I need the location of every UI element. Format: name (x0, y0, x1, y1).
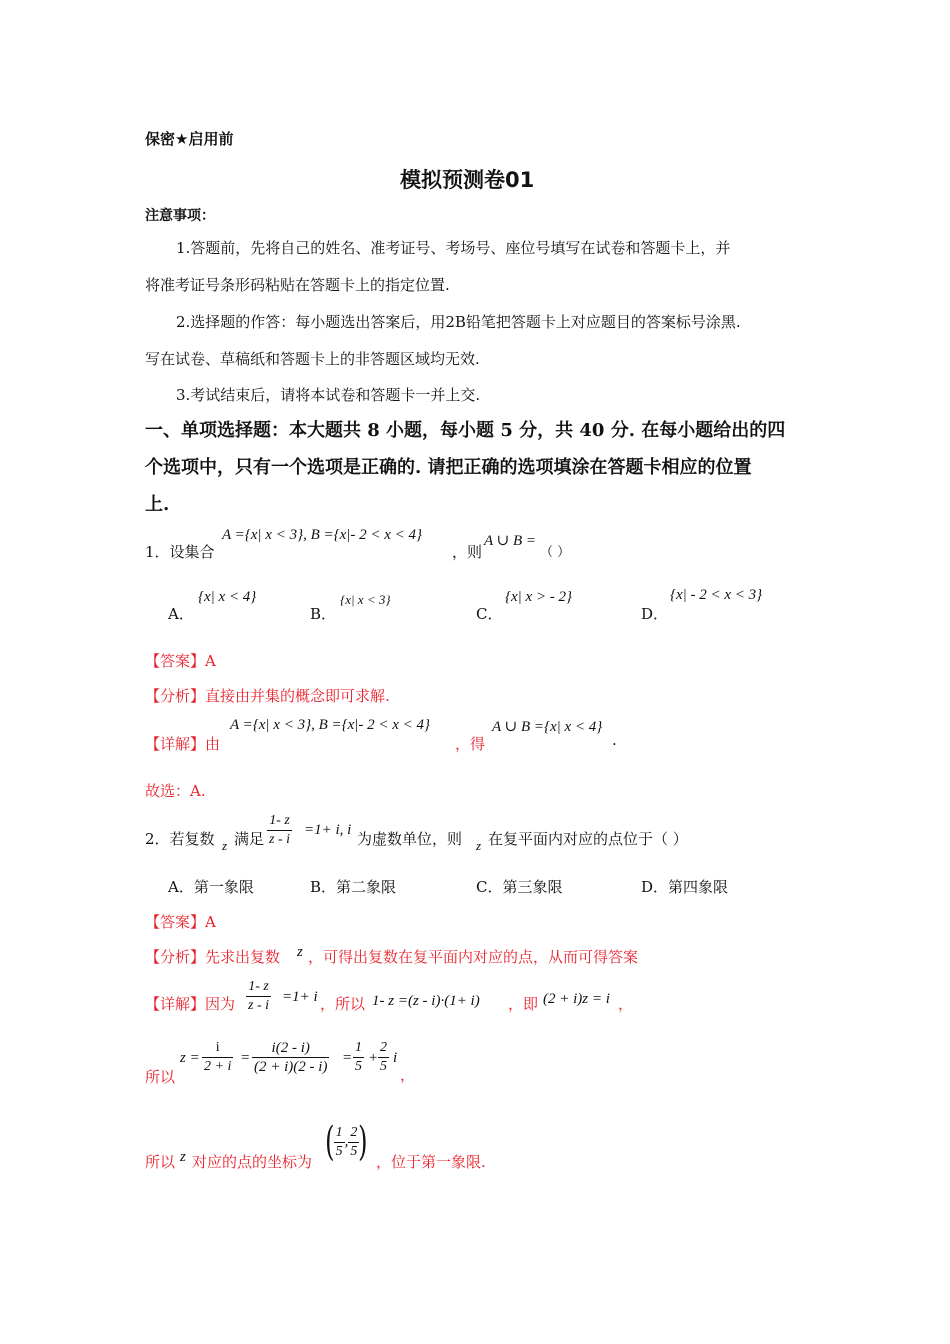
q2-f2-num: i(2 - i) (252, 1039, 329, 1058)
q1-option-d: {x| - 2 < x < 3} (670, 587, 763, 603)
note-1-line-1: 1.答题前，先将自己的姓名、准考证号、考场号、座位号填写在试卷和答题卡上，并 (176, 239, 731, 257)
q2-frac-num: 1- z (267, 812, 292, 831)
q1-detail-sets: A ={x| x < 3}, B ={x|- 2 < x < 4} (230, 717, 431, 733)
q2-f3-num: 1 (353, 1039, 364, 1058)
q2-f4-num: 2 (378, 1039, 389, 1058)
q2-detail-so: ，所以 (320, 995, 366, 1013)
q2-rhs: =1+ i, i (304, 822, 352, 838)
q2-tail: 为虚数单位，则 (357, 830, 463, 848)
q2-var-z-2: z (476, 838, 482, 853)
q1-option-a-label: A． (168, 605, 194, 623)
note-2-line-1: 2.选择题的作答：每小题选出答案后，用2B铅笔把答题卡上对应题目的答案标号涂黑. (176, 313, 741, 331)
q1-analysis: 【分析】直接由并集的概念即可求解. (145, 687, 390, 705)
q1-option-d-label: D． (641, 605, 669, 623)
q1-option-b: {x| x < 3} (340, 592, 391, 607)
q2-detail-frac-num: 1- z (246, 978, 271, 997)
q2-detail-label: 【详解】因为 (145, 995, 236, 1013)
section-heading-line-3: 上. (145, 494, 170, 515)
q1-option-a: {x| x < 4} (198, 589, 257, 605)
q1-union-expr: A ∪ B = (484, 533, 536, 549)
q2-detail-comma: ， (618, 995, 634, 1013)
q2-frac-1 (202, 1039, 233, 1076)
q2-f2-den: (2 + i)(2 - i) (254, 1059, 328, 1075)
q2-frac-3 (353, 1039, 364, 1076)
q2-z-eq: z = (180, 1050, 200, 1066)
q1-answer: 【答案】A (145, 652, 216, 670)
q2-plus: + (368, 1050, 379, 1066)
section-heading-line-2: 个选项中，只有一个选项是正确的. 请把正确的选项填涂在答题卡相应的位置 (145, 457, 752, 478)
page-title: 模拟预测卷01 (400, 168, 535, 192)
note-2-line-2: 写在试卷、草稿纸和答题卡上的非答题区域均无效. (145, 350, 480, 368)
q2-point-x-num: 1 (334, 1124, 345, 1143)
q2-option-d: D．第四象限 (641, 878, 729, 896)
q2-f3-den: 5 (355, 1059, 362, 1074)
q1-detail-then: ，得 (455, 735, 486, 753)
q2-fraction (267, 812, 292, 849)
q2-eq-1: = (240, 1050, 251, 1066)
q2-so-1: 所以 (145, 1068, 176, 1086)
q1-conclusion: 故选：A. (145, 782, 206, 800)
note-1-line-2: 将准考证号条形码粘贴在答题卡上的指定位置. (145, 276, 450, 294)
q2-comma-2: ， (400, 1066, 416, 1084)
q2-frac-den: z - i (269, 832, 290, 847)
q1-answer-paren: （ ） (540, 545, 571, 560)
q2-detail-eq2: (2 + i)z = i (543, 991, 610, 1007)
q2-final: ，位于第一象限. (376, 1153, 486, 1171)
q2-tail-2: 在复平面内对应的点位于（ ） (488, 830, 688, 848)
q2-prefix: 2．若复数 (145, 830, 215, 848)
q2-answer: 【答案】A (145, 913, 216, 931)
q2-eq-2: = (342, 1050, 353, 1066)
q2-analysis-b: ，可得出复数在复平面内对应的点，从而可得答案 (308, 948, 639, 966)
q2-frac-4 (378, 1039, 389, 1076)
q2-point-paren-open: ( (325, 1119, 335, 1165)
q2-point-coords: ( $\frac{1}{5}$ , $\frac{2}{5}$ ) (325, 1119, 368, 1165)
q2-detail-frac-den: z - i (248, 998, 269, 1013)
q1-detail-result: A ∪ B ={x| x < 4} (492, 719, 603, 735)
q2-option-c: C．第三象限 (476, 878, 563, 896)
q2-point-y-num: 2 (348, 1124, 359, 1143)
q2-var-z: z (222, 838, 228, 853)
q1-option-c: {x| x > - 2} (505, 589, 573, 605)
q1-detail-end: . (612, 731, 617, 749)
q2-detail-fraction (246, 978, 271, 1015)
q2-so-2: 所以 (145, 1153, 176, 1171)
q2-f1-num: i (202, 1039, 233, 1058)
q2-frac-2 (252, 1039, 329, 1076)
q2-point-x-den: 5 (335, 1143, 343, 1159)
q2-point-paren-close: ) (358, 1119, 368, 1165)
secrecy-label: 保密★启用前 (145, 130, 234, 148)
section-heading-line-1: 一、单项选择题：本大题共 8 小题，每小题 5 分，共 40 分. 在每小题给出的四 (145, 420, 786, 441)
q2-f1-den: 2 + i (204, 1059, 232, 1074)
q2-option-b: B．第二象限 (310, 878, 397, 896)
q2-detail-rhs: =1+ i (282, 989, 318, 1005)
q2-detail-eq1: 1- z =(z - i)·(1+ i) (372, 993, 480, 1009)
q2-i-tail: i (393, 1050, 398, 1066)
notice-label: 注意事项： (145, 208, 215, 224)
q2-detail-namely: ，即 (508, 995, 539, 1013)
q2-so-2-z: z (180, 1149, 186, 1165)
q1-set-definition: A ={x| x < 3}, B ={x|- 2 < x < 4} (222, 527, 423, 543)
q2-analysis-a: 【分析】先求出复数 (145, 948, 281, 966)
note-3: 3.考试结束后，请将本试卷和答题卡一并上交. (176, 386, 481, 404)
q2-f4-den: 5 (380, 1059, 387, 1074)
q1-option-b-label: B． (310, 605, 337, 623)
q2-analysis-z: z (297, 944, 303, 960)
q1-then: ，则 (452, 543, 483, 561)
q1-prefix: 1．设集合 (145, 543, 215, 561)
q2-point-y-den: 5 (350, 1143, 358, 1159)
q2-so-2-text: 对应的点的坐标为 (192, 1153, 313, 1171)
q2-option-a: A．第一象限 (168, 878, 254, 896)
q1-detail-label: 【详解】由 (145, 735, 221, 753)
q1-option-c-label: C． (476, 605, 503, 623)
q2-satisfy: 满足 (234, 830, 265, 848)
